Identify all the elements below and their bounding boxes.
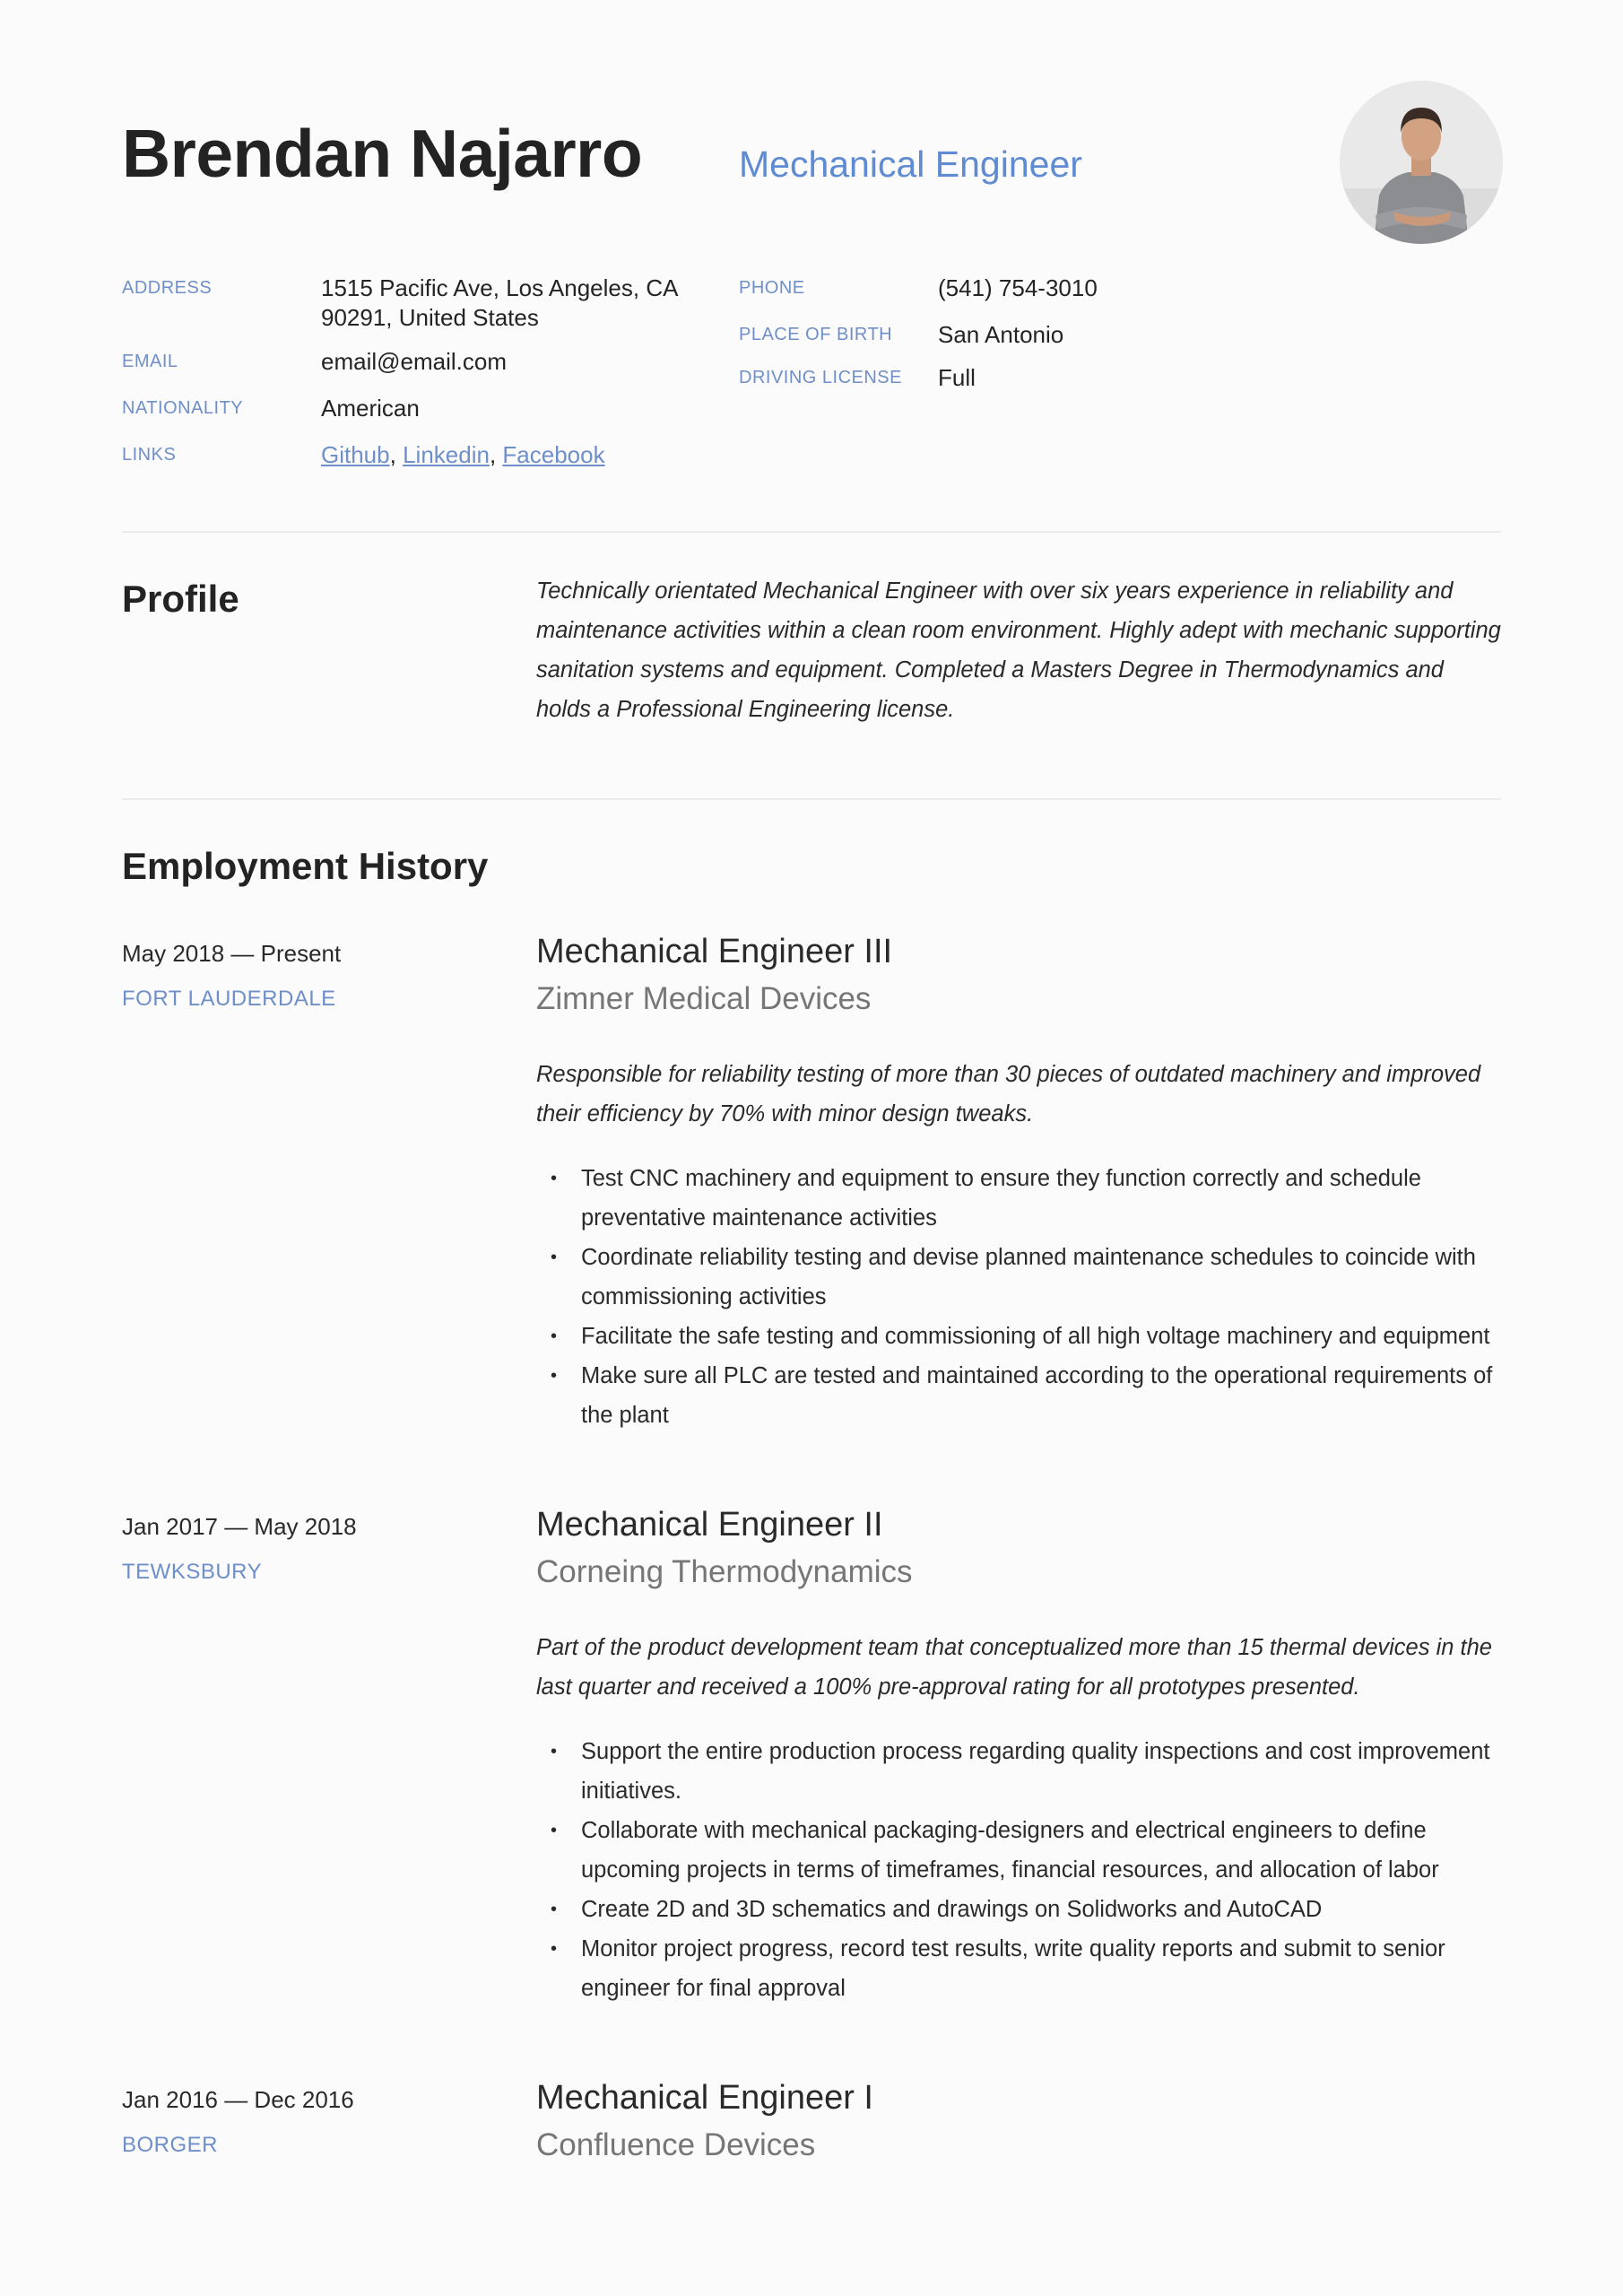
avatar-photo-icon: [1340, 81, 1503, 244]
license-value: Full: [938, 364, 976, 391]
address-label: ADDRESS: [122, 278, 213, 298]
job-dates: May 2018 — Present: [122, 940, 342, 967]
list-item: • Create 2D and 3D schematics and drawings on Solidworks and AutoCAD: [536, 1890, 1514, 1929]
license-label: DRIVING LICENSE: [739, 368, 902, 387]
link-separator: ,: [489, 441, 497, 468]
job-company: Corneing Thermodynamics: [536, 1554, 913, 1589]
avatar: [1340, 81, 1503, 244]
profile-text: Technically orientated Mechanical Engineer with over six years experience in reliability and maintenance activities within a clean room environment. Highly adept with mechanic supporting sanitation systems and equipment. Completed a Masters Degree in Thermodynamics and holds a Professional Engineering license.: [536, 578, 1501, 722]
job-description: Responsible for reliability testing of more than 30 pieces of outdated machinery and improved their efficiency by 70% with minor design tweaks.: [536, 1062, 1481, 1126]
email-value: email@email.com: [321, 348, 507, 375]
job-company: Zimner Medical Devices: [536, 981, 872, 1016]
nationality-value: American: [321, 395, 420, 422]
list-item: • Coordinate reliability testing and devise planned maintenance schedules to coincide with commissioning activities: [536, 1238, 1514, 1317]
linkedin-link[interactable]: Linkedin: [403, 441, 490, 468]
phone-label: PHONE: [739, 278, 805, 298]
birth-label: PLACE OF BIRTH: [739, 325, 893, 344]
job-bullet-list: [536, 1732, 1514, 2008]
list-item: • Facilitate the safe testing and commissioning of all high voltage machinery and equipment: [536, 1317, 1514, 1356]
nationality-label: NATIONALITY: [122, 398, 244, 418]
phone-value: (541) 754-3010: [938, 274, 1098, 301]
list-item: • Monitor project progress, record test results, write quality reports and submit to senior engineer for final approval: [536, 1929, 1514, 2008]
job-city: FORT LAUDERDALE: [122, 987, 336, 1011]
links-value: [321, 440, 605, 470]
facebook-link[interactable]: Facebook: [502, 441, 605, 468]
list-item: • Make sure all PLC are tested and maintained according to the operational requirements of the plant: [536, 1356, 1514, 1435]
email-label: EMAIL: [122, 352, 178, 371]
job-dates: Jan 2016 — Dec 2016: [122, 2086, 354, 2113]
candidate-job-title: Mechanical Engineer: [739, 144, 1082, 185]
link-separator: ,: [389, 441, 396, 468]
job-company: Confluence Devices: [536, 2127, 816, 2162]
github-link[interactable]: Github: [321, 441, 390, 468]
address-line-2: 90291, United States: [321, 304, 539, 331]
employment-heading: Employment History: [122, 845, 489, 887]
list-item: • Test CNC machinery and equipment to ensure they function correctly and schedule preventative maintenance activities: [536, 1159, 1514, 1238]
links-label: LINKS: [122, 445, 177, 465]
address-line-1: 1515 Pacific Ave, Los Angeles, CA: [321, 274, 679, 301]
job-description: Part of the product development team that conceptualized more than 15 thermal devices in the last quarter and received a 100% pre-approval rating for all prototypes presented.: [536, 1635, 1492, 1700]
profile-heading: Profile: [122, 578, 239, 620]
job-bullet-list: [536, 1159, 1514, 1435]
job-dates: Jan 2017 — May 2018: [122, 1513, 357, 1540]
job-city: TEWKSBURY: [122, 1560, 263, 1584]
job-role: Mechanical Engineer I: [536, 2079, 873, 2117]
list-item: • Support the entire production process regarding quality inspections and cost improvement initiatives.: [536, 1732, 1514, 1811]
address-value: [321, 274, 678, 333]
candidate-name: Brendan Najarro: [122, 116, 643, 191]
birth-value: San Antonio: [938, 321, 1064, 348]
header-divider: [122, 531, 1501, 533]
job-city: BORGER: [122, 2133, 219, 2157]
job-role: Mechanical Engineer II: [536, 1506, 883, 1544]
job-role: Mechanical Engineer III: [536, 933, 893, 970]
profile-divider: [122, 798, 1501, 800]
list-item: • Collaborate with mechanical packaging-designers and electrical engineers to define upcoming projects in terms of timeframes, financial resources, and allocation of labor: [536, 1811, 1514, 1890]
